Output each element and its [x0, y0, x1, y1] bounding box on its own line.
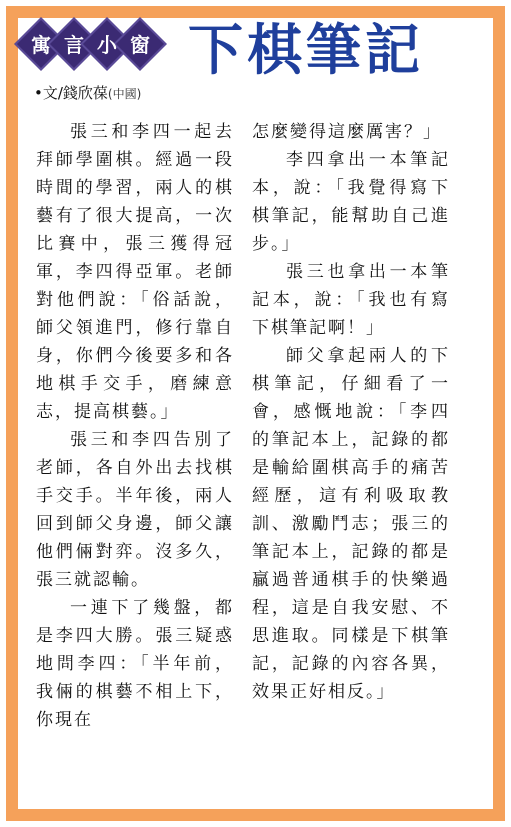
text-column-left [36, 118, 234, 734]
author-line [34, 82, 141, 103]
paragraph: 張三和李四一起去拜師學圍棋。經過一段時間的學習，兩人的棋藝有了很大提高，一次比賽中，張三獲得冠軍，李四得亞軍。老師對他們說：「俗話說，師父領進門，修行靠自身，你們今後要多和各地棋手交手，磨練意志，提高棋藝。」 [36, 122, 234, 422]
author-prefix: •文/ [34, 84, 63, 102]
article-title: 下棋筆記 [188, 18, 425, 82]
author-country: (中國) [107, 87, 142, 101]
author-name: 錢欣葆 [62, 84, 108, 102]
badge-char: 言 [64, 33, 84, 57]
paragraph: 一連下了幾盤，都是李四大勝。張三疑惑地問李四：「半年前，我倆的棋藝不相上下，你現在 [36, 598, 234, 730]
paragraph: 師父拿起兩人的下棋筆記，仔細看了一會，感慨地說：「李四的筆記本上，記錄的都是輸給圍棋高手的痛苦經歷，這有利吸取教訓、激勵鬥志；張三的筆記本上，記錄的都是贏過普通棋手的快樂過程，這是自我安慰、不思進取。同樣是下棋筆記，記錄的內容各異，效果正好相反。」 [252, 346, 450, 702]
paragraph: 怎麼變得這麼厲害？」 [252, 122, 442, 142]
badge-char: 寓 [31, 33, 51, 57]
badge-char: 小 [97, 33, 117, 57]
paragraph: 李四拿出一本筆記本，說：「我覺得寫下棋筆記，能幫助自己進步。」 [252, 150, 450, 254]
paragraph: 張三也拿出一本筆記本，說：「我也有寫下棋筆記啊！」 [252, 262, 450, 338]
text-column-right [252, 118, 450, 706]
badge-char: 窗 [130, 33, 150, 57]
column-badge [20, 25, 170, 71]
paragraph: 張三和李四告別了老師，各自外出去找棋手交手。半年後，兩人回到師父身邊，師父讓他們倆對弈。沒多久，張三就認輸。 [36, 430, 234, 590]
